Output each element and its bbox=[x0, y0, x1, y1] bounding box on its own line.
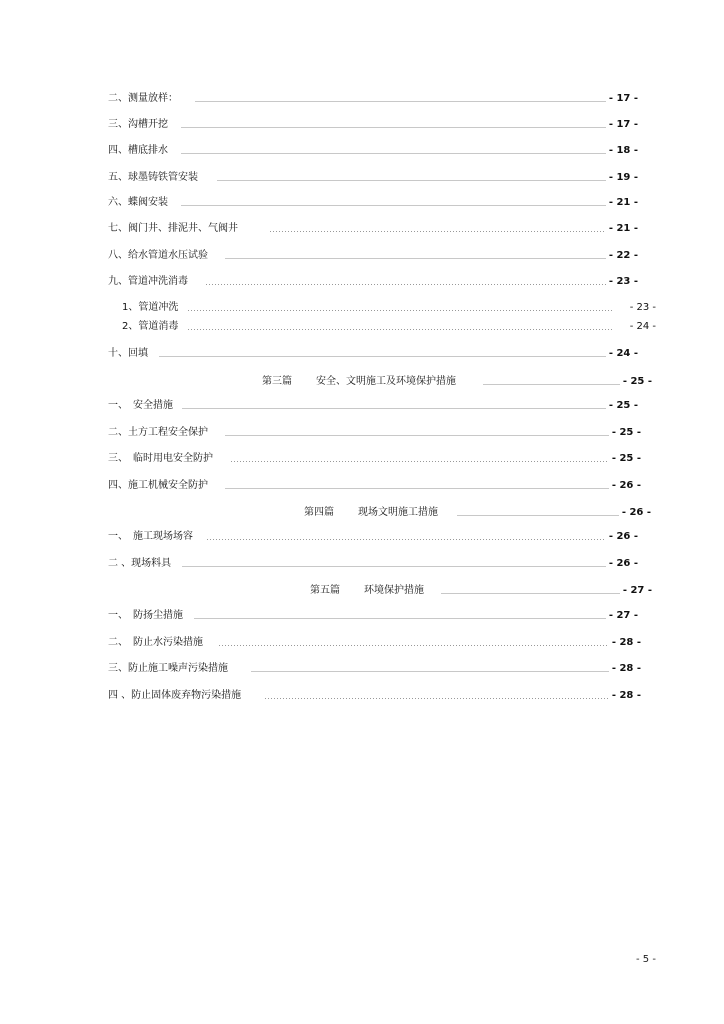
toc-leader-dots bbox=[269, 231, 606, 232]
toc-leader-dots bbox=[206, 539, 606, 540]
toc-entry-page: - 26 - bbox=[608, 558, 638, 569]
toc-part-number: 第三篇 bbox=[262, 376, 292, 387]
toc-entry-page: - 27 - bbox=[622, 585, 652, 596]
toc-part-number: 第四篇 bbox=[304, 507, 334, 518]
toc-entry[interactable] bbox=[108, 248, 638, 264]
toc-entry-page: - 21 - bbox=[608, 223, 638, 234]
toc-entry[interactable] bbox=[108, 195, 638, 211]
toc-leader-dots bbox=[194, 618, 606, 619]
toc-entry-page: - 19 - bbox=[608, 172, 638, 183]
toc-entry-label: 2、管道消毒 bbox=[122, 321, 179, 332]
toc-entry-page: - 28 - bbox=[611, 637, 641, 648]
toc-part-heading[interactable] bbox=[310, 583, 652, 599]
toc-subentry[interactable] bbox=[122, 300, 656, 316]
toc-entry-page: - 23 - bbox=[608, 276, 638, 287]
toc-entry-page: - 26 - bbox=[621, 507, 651, 518]
toc-entry-page: - 25 - bbox=[611, 427, 641, 438]
toc-entry-label: 二、测量放样： bbox=[108, 93, 178, 104]
toc-leader-dots bbox=[195, 101, 606, 102]
toc-entry-label: 八、给水管道水压试验 bbox=[108, 250, 208, 261]
toc-leader-dots bbox=[181, 205, 606, 206]
toc-leader-dots bbox=[187, 329, 612, 330]
toc-entry-page: - 18 - bbox=[608, 145, 638, 156]
toc-entry-page: - 27 - bbox=[608, 610, 638, 621]
toc-entry-label: 四 、防止固体废弃物污染措施 bbox=[108, 690, 242, 701]
toc-entry-page: - 25 - bbox=[611, 453, 641, 464]
toc-leader-dots bbox=[159, 356, 606, 357]
toc-leader-dots bbox=[205, 284, 606, 285]
toc-entry-label: 环境保护措施 bbox=[364, 585, 424, 596]
toc-entry-label: 六、蝶阀安装 bbox=[108, 197, 168, 208]
toc-entry-page: - 25 - bbox=[608, 400, 638, 411]
toc-entry-page: - 17 - bbox=[608, 93, 638, 104]
toc-subentry[interactable] bbox=[122, 319, 656, 335]
toc-entry[interactable] bbox=[108, 529, 638, 545]
toc-entry-label: 三、 临时用电安全防护 bbox=[108, 453, 213, 464]
toc-entry-page: - 28 - bbox=[611, 663, 641, 674]
toc-leader-dots bbox=[217, 180, 606, 181]
toc-leader-dots bbox=[483, 384, 620, 385]
toc-entry-label: 一、 防扬尘措施 bbox=[108, 610, 183, 621]
toc-entry-page: - 28 - bbox=[611, 690, 641, 701]
toc-entry[interactable] bbox=[108, 478, 641, 494]
toc-entry[interactable] bbox=[108, 635, 641, 651]
toc-leader-dots bbox=[225, 258, 606, 259]
toc-leader-dots bbox=[230, 461, 609, 462]
toc-entry-page: - 26 - bbox=[611, 480, 641, 491]
toc-leader-dots bbox=[187, 310, 612, 311]
toc-entry-label: 二、 防止水污染措施 bbox=[108, 637, 203, 648]
toc-leader-dots bbox=[218, 645, 609, 646]
toc-entry-label: 一、 安全措施 bbox=[108, 400, 173, 411]
toc-entry[interactable] bbox=[108, 221, 638, 237]
toc-leader-dots bbox=[441, 593, 620, 594]
toc-entry-label: 四、槽底排水 bbox=[108, 145, 168, 156]
toc-entry[interactable] bbox=[108, 661, 641, 677]
toc-entry-label: 三、沟槽开挖 bbox=[108, 119, 168, 130]
toc-entry[interactable] bbox=[108, 346, 638, 362]
toc-entry-label: 十、回填 bbox=[108, 348, 148, 359]
toc-entry-label: 九、管道冲洗消毒 bbox=[108, 276, 188, 287]
toc-leader-dots bbox=[181, 127, 606, 128]
toc-entry-label: 1、管道冲洗 bbox=[122, 302, 179, 313]
toc-part-heading[interactable] bbox=[262, 374, 652, 390]
toc-leader-dots bbox=[182, 408, 606, 409]
toc-leader-dots bbox=[225, 488, 609, 489]
toc-leader-dots bbox=[264, 698, 609, 699]
toc-leader-dots bbox=[225, 435, 609, 436]
toc-entry-page: - 24 - bbox=[629, 321, 656, 332]
toc-leader-dots bbox=[457, 515, 619, 516]
toc-entry[interactable] bbox=[108, 117, 638, 133]
toc-entry[interactable] bbox=[108, 91, 638, 107]
toc-leader-dots bbox=[251, 671, 609, 672]
toc-entry-page: - 21 - bbox=[608, 197, 638, 208]
toc-entry-label: 四、施工机械安全防护 bbox=[108, 480, 208, 491]
toc-leader-dots bbox=[181, 153, 606, 154]
toc-entry-label: 三、防止施工噪声污染措施 bbox=[108, 663, 228, 674]
toc-entry-page: - 17 - bbox=[608, 119, 638, 130]
toc-entry[interactable] bbox=[108, 425, 641, 441]
toc-entry-label: 二、土方工程安全保护 bbox=[108, 427, 208, 438]
toc-entry[interactable] bbox=[108, 170, 638, 186]
toc-entry-label: 安全、文明施工及环境保护措施 bbox=[316, 376, 456, 387]
toc-entry-label: 二 、现场料具 bbox=[108, 558, 172, 569]
toc-entry[interactable] bbox=[108, 608, 638, 624]
toc-entry-page: - 22 - bbox=[608, 250, 638, 261]
toc-entry-page: - 23 - bbox=[629, 302, 656, 313]
toc-entry-label: 七、阀门井、排泥井、气阀井 bbox=[108, 223, 238, 234]
toc-entry-label: 五、球墨铸铁管安装 bbox=[108, 172, 198, 183]
toc-entry-page: - 24 - bbox=[608, 348, 638, 359]
toc-entry[interactable] bbox=[108, 556, 638, 572]
toc-entry-label: 现场文明施工措施 bbox=[358, 507, 438, 518]
toc-entry[interactable] bbox=[108, 143, 638, 159]
footer-page-number: - 5 - bbox=[636, 954, 656, 965]
toc-entry-page: - 26 - bbox=[608, 531, 638, 542]
toc-entry-label: 一、 施工现场场容 bbox=[108, 531, 193, 542]
toc-entry[interactable] bbox=[108, 274, 638, 290]
toc-entry[interactable] bbox=[108, 398, 638, 414]
toc-entry[interactable] bbox=[108, 451, 641, 467]
toc-part-number: 第五篇 bbox=[310, 585, 340, 596]
toc-part-heading[interactable] bbox=[304, 505, 651, 521]
toc-entry[interactable] bbox=[108, 688, 641, 704]
toc-entry-page: - 25 - bbox=[622, 376, 652, 387]
toc-leader-dots bbox=[182, 566, 606, 567]
